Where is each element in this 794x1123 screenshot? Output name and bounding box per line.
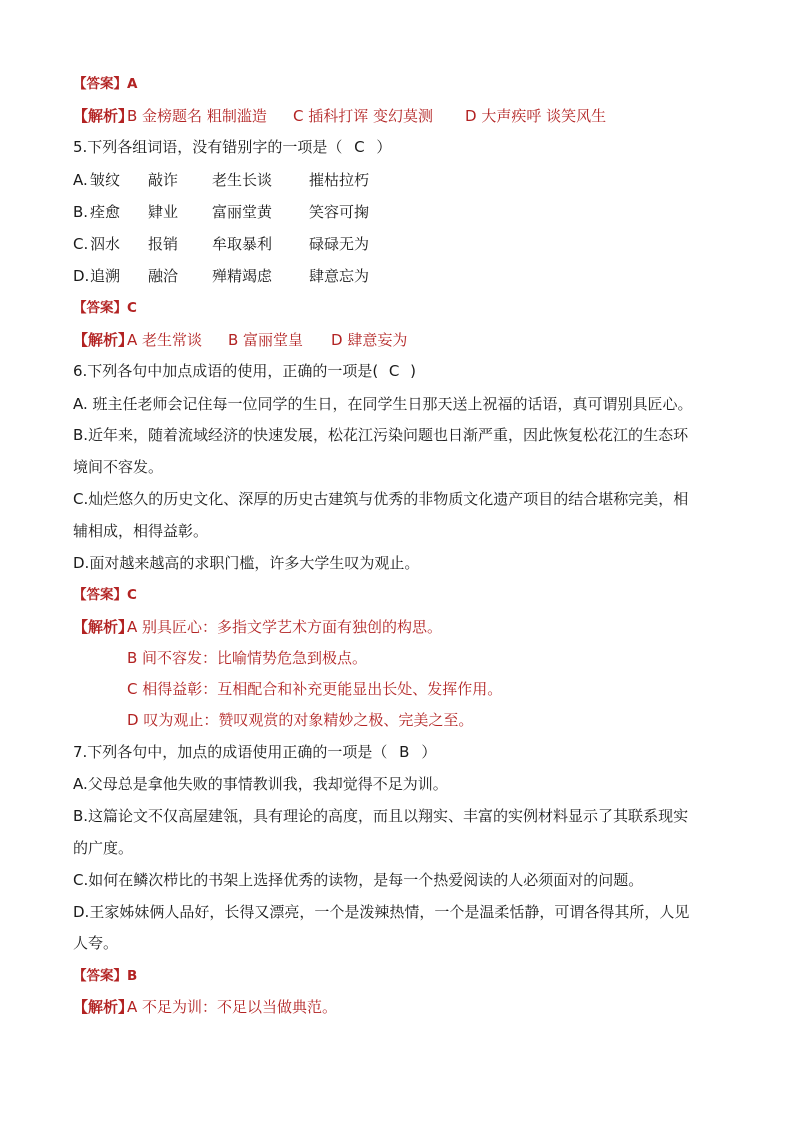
q5-stem [73,137,391,157]
analysis-tag: 【解析】 [73,998,134,1016]
analysis-item: D 叹为观止：赞叹观赏的对象精妙之极、完美之至。 [127,711,474,729]
option-word: 敲诈 [148,171,179,189]
analysis-item: A 老生常谈 [127,331,203,349]
answer-tag: 【答案】 [73,968,127,984]
q5-option-c [73,234,713,254]
answer-value: C [127,587,137,603]
q7-option-b: B.这篇论文不仅高屋建瓴，具有理论的高度，而且以翔实、丰富的实例材料显示了其联系现实 [73,807,689,825]
option-word: 富丽堂黄 [212,203,273,221]
q6-stem [73,361,416,381]
q6-option-b: B.近年来，随着流域经济的快速发展，松花江污染问题也日渐严重，因此恢复松花江的生态环 [73,426,689,444]
q6-analysis-line [73,617,713,637]
answer-tag: 【答案】 [73,76,127,92]
q7-option-d-cont: 人夸。 [73,934,119,952]
question-text: 6.下列各句中加点成语的使用，正确的一项是( [73,362,379,380]
option-word: 追溯 [90,267,121,285]
analysis-item: B 间不容发：比喻情势危急到极点。 [127,649,368,667]
q5-option-a [73,170,713,190]
option-label: C. [73,235,89,253]
analysis-tag: 【解析】 [73,107,134,125]
analysis-item: D 大声疾呼 谈笑风生 [465,107,607,125]
answer-tag: 【答案】 [73,300,127,316]
option-word: 肄业 [148,203,179,221]
q6-option-d: D.面对越来越高的求职门槛，许多大学生叹为观止。 [73,554,420,572]
analysis-tag: 【解析】 [73,618,134,636]
q6-option-a: A. 班主任老师会记住每一位同学的生日，在同学生日那天送上祝福的话语，真可谓别具匠心。 [73,395,693,413]
q6-answer-line [73,585,137,605]
option-label: A. [73,171,88,189]
option-word: 皱纹 [90,171,121,189]
q7-answer-line [73,966,137,986]
option-word: 肆意忘为 [309,267,370,285]
analysis-item: B 富丽堂皇 [228,331,304,349]
option-word: 碌碌无为 [309,235,370,253]
option-word: 融洽 [148,267,179,285]
q7-analysis-line [73,997,713,1017]
option-word: 痊愈 [90,203,121,221]
analysis-item: C 插科打诨 变幻莫测 [293,107,434,125]
answer-value: A [127,76,138,92]
option-word: 老生长谈 [212,171,273,189]
answer-value: B [127,968,138,984]
analysis-item: A 别具匠心：多指文学艺术方面有独创的构思。 [127,618,443,636]
option-label: B. [73,203,89,221]
option-word: 牟取暴利 [212,235,273,253]
answer-value: C [127,300,137,316]
answer-tag: 【答案】 [73,587,127,603]
q7-stem [73,742,436,762]
question-text: 7.下列各句中，加点的成语使用正确的一项是（ [73,743,388,761]
q6-analysis-line [73,648,713,668]
analysis-item: C 相得益彰：互相配合和补充更能显出长处、发挥作用。 [127,680,503,698]
question-answer: C [354,138,365,156]
option-label: D. [73,267,90,285]
option-word: 报销 [148,235,179,253]
option-word: 笑容可掬 [309,203,370,221]
q4-answer-line [73,74,137,94]
q5-option-b [73,202,713,222]
q5-analysis-line [73,330,713,350]
question-answer: C [388,362,400,380]
q7-option-a: A.父母总是拿他失败的事情教训我，我却觉得不足为训。 [73,775,448,793]
option-word: 摧枯拉朽 [309,171,370,189]
q7-option-b-cont: 的广度。 [73,839,134,857]
q6-analysis-line [73,710,713,730]
q7-option-d: D.王家姊妹俩人品好，长得又漂亮，一个是泼辣热情，一个是温柔恬静，可谓各得其所，人见 [73,903,690,921]
question-answer: B [399,743,410,761]
analysis-tag: 【解析】 [73,331,134,349]
question-text: 5.下列各组词语，没有错别字的一项是（ [73,138,343,156]
q5-option-d [73,266,713,286]
question-close: ) [410,362,417,380]
question-close: ） [376,138,392,156]
option-word: 殚精竭虑 [212,267,273,285]
q6-analysis-line [73,679,713,699]
question-close: ） [421,743,437,761]
q7-option-c: C.如何在鳞次栉比的书架上选择优秀的读物，是每一个热爱阅读的人必须面对的问题。 [73,871,644,889]
analysis-item: B 金榜题名 粗制滥造 [127,107,267,125]
option-word: 泅水 [90,235,121,253]
analysis-item: A 不足为训：不足以当做典范。 [127,998,338,1016]
q4-analysis-line [73,106,713,126]
q5-answer-line [73,298,137,318]
q6-option-c: C.灿烂悠久的历史文化、深厚的历史古建筑与优秀的非物质文化遗产项目的结合堪称完美，相 [73,490,689,508]
analysis-item: D 肆意妄为 [331,331,408,349]
q6-option-c-cont: 辅相成，相得益彰。 [73,522,209,540]
q6-option-b-cont: 境间不容发。 [73,458,164,476]
